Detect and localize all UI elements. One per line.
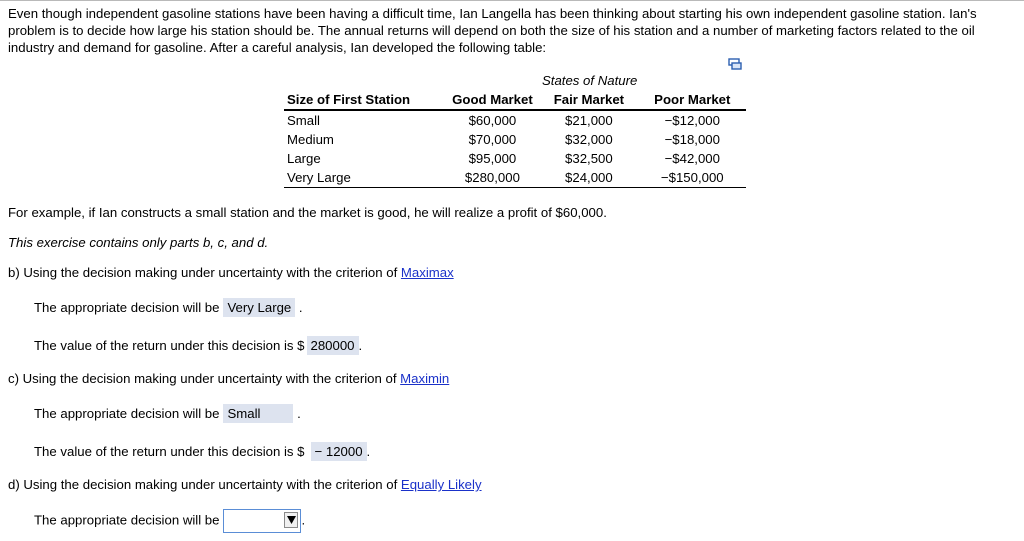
part-d-decision-dropdown[interactable] bbox=[223, 509, 301, 533]
table-row bbox=[284, 168, 746, 188]
column-header: Good Market bbox=[446, 91, 540, 110]
copy-icon[interactable] bbox=[728, 58, 742, 70]
table-cell: $21,000 bbox=[565, 113, 613, 128]
maximin-link[interactable]: Maximin bbox=[400, 371, 450, 386]
table-cell: −$150,000 bbox=[639, 168, 746, 188]
top-divider bbox=[0, 0, 1024, 1]
part-d-decision: The appropriate decision will be . bbox=[34, 509, 305, 533]
table-cell: −$42,000 bbox=[664, 151, 720, 166]
table-cell: −$12,000 bbox=[664, 113, 720, 128]
part-b-return-answer: 280000 bbox=[307, 336, 359, 355]
part-c-return: The value of the return under this decision is $ − 12000 . bbox=[34, 444, 371, 459]
table-row bbox=[284, 130, 746, 149]
table-cell: $280,000 bbox=[446, 168, 540, 188]
table-cell: −$18,000 bbox=[664, 132, 720, 147]
column-header: Size of First Station bbox=[284, 91, 446, 110]
problem-intro: Even though independent gasoline stations have been having a difficult time, Ian Langella has been thinking about starting his own independent gasoline station. Ian's problem is to decide how large his station should be. The annual returns will depend on both the size of his station and a number of marketing factors related to the oil industry and demand for gasoline. After a careful analysis, Ian developed the following table: bbox=[8, 6, 977, 55]
part-b-decision: The appropriate decision will be Very Large . bbox=[34, 300, 303, 315]
return-label: The value of the return under this decision is $ bbox=[34, 338, 305, 353]
table-cell: $70,000 bbox=[468, 132, 517, 147]
part-b-return: The value of the return under this decision is $ 280000 . bbox=[34, 338, 363, 353]
part-c-decision-answer: Small bbox=[223, 404, 293, 423]
table-cell: $60,000 bbox=[468, 113, 517, 128]
part-c-decision: The appropriate decision will be Small . bbox=[34, 406, 301, 421]
part-d-prompt bbox=[8, 477, 482, 492]
decision-label: The appropriate decision will be bbox=[34, 512, 220, 528]
table-header-row bbox=[284, 91, 746, 110]
part-b-prompt bbox=[8, 265, 454, 280]
table-row bbox=[284, 110, 746, 130]
dropdown-arrow-icon[interactable] bbox=[284, 512, 298, 528]
decision-label: The appropriate decision will be bbox=[34, 300, 220, 315]
table-cell: Very Large bbox=[284, 168, 446, 188]
table-row bbox=[284, 149, 746, 168]
part-c-prompt-text: c) Using the decision making under uncertainty with the criterion of bbox=[8, 371, 397, 386]
example-text: For example, if Ian constructs a small station and the market is good, he will realize a profit of $60,000. bbox=[8, 205, 607, 220]
part-d-prompt-text: d) Using the decision making under uncertainty with the criterion of bbox=[8, 477, 398, 492]
table-cell: $32,000 bbox=[565, 132, 613, 147]
part-b-prompt-text: b) Using the decision making under uncertainty with the criterion of bbox=[8, 265, 398, 280]
part-c-prompt bbox=[8, 371, 449, 386]
table-cell: $24,000 bbox=[539, 168, 638, 188]
return-label: The value of the return under this decision is $ bbox=[34, 444, 305, 459]
part-c-return-answer: − 12000 bbox=[311, 442, 367, 461]
decision-label: The appropriate decision will be bbox=[34, 406, 220, 421]
exercise-note: This exercise contains only parts b, c, and d. bbox=[8, 235, 269, 250]
maximax-link[interactable]: Maximax bbox=[400, 265, 454, 280]
payoff-table bbox=[284, 91, 746, 188]
table-cell: $32,500 bbox=[565, 151, 613, 166]
table-cell: Large bbox=[287, 151, 321, 166]
column-header: Poor Market bbox=[639, 91, 746, 110]
states-of-nature-title: States of Nature bbox=[542, 73, 638, 88]
table-cell: $95,000 bbox=[468, 151, 517, 166]
table-cell: Small bbox=[287, 113, 320, 128]
table-cell: Medium bbox=[287, 132, 334, 147]
column-header: Fair Market bbox=[539, 91, 638, 110]
equally-likely-link[interactable]: Equally Likely bbox=[400, 477, 482, 492]
part-b-decision-answer: Very Large bbox=[223, 298, 295, 317]
